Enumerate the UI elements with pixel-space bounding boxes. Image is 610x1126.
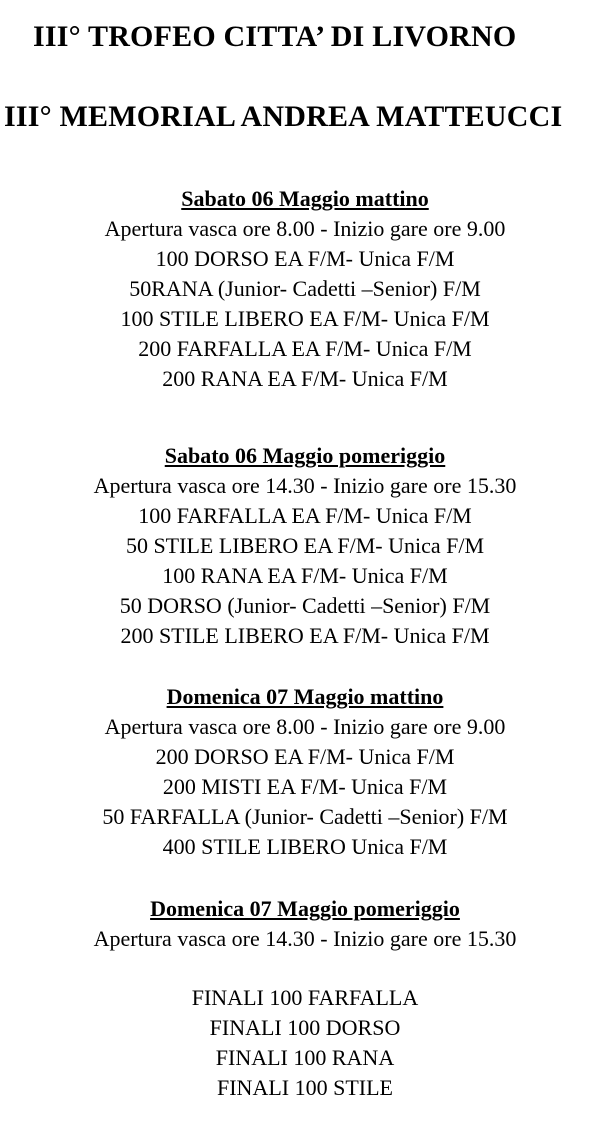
- finals-list: [0, 983, 610, 1103]
- event-line: 200 DORSO EA F/M- Unica F/M: [155, 744, 455, 769]
- finals-line: FINALI 100 RANA: [215, 1045, 395, 1070]
- section-heading: Sabato 06 Maggio pomeriggio: [164, 443, 446, 468]
- memorial-title: III° MEMORIAL ANDREA MATTEUCCI: [4, 100, 563, 133]
- event-line: 400 STILE LIBERO Unica F/M: [162, 834, 448, 859]
- event-line: 200 FARFALLA EA F/M- Unica F/M: [138, 336, 472, 361]
- finals-line: FINALI 100 FARFALLA: [191, 985, 419, 1010]
- section-domenica-mattino: [0, 682, 610, 862]
- schedule-line: Apertura vasca ore 8.00 - Inizio gare ore 9.00: [104, 216, 506, 241]
- event-line: 100 FARFALLA EA F/M- Unica F/M: [138, 503, 472, 528]
- section-domenica-pomeriggio: [0, 894, 610, 954]
- section-sabato-pomeriggio: [0, 441, 610, 651]
- finals-line: FINALI 100 STILE: [217, 1075, 393, 1100]
- schedule-line: Apertura vasca ore 14.30 - Inizio gare ore 15.30: [93, 473, 517, 498]
- event-line: 50 STILE LIBERO EA F/M- Unica F/M: [125, 533, 485, 558]
- section-heading: Domenica 07 Maggio mattino: [166, 684, 444, 709]
- event-line: 100 RANA EA F/M- Unica F/M: [162, 563, 448, 588]
- event-line: 100 DORSO EA F/M- Unica F/M: [155, 246, 455, 271]
- event-line: 200 MISTI EA F/M- Unica F/M: [162, 774, 448, 799]
- section-heading: Sabato 06 Maggio mattino: [181, 186, 429, 211]
- section-heading: Domenica 07 Maggio pomeriggio: [150, 896, 460, 921]
- event-line: 200 STILE LIBERO EA F/M- Unica F/M: [120, 623, 490, 648]
- section-sabato-mattino: [0, 184, 610, 394]
- schedule-line: Apertura vasca ore 8.00 - Inizio gare ore 9.00: [104, 714, 506, 739]
- event-line: 50RANA (Junior- Cadetti –Senior) F/M: [129, 276, 481, 301]
- trofeo-title: III° TROFEO CITTA’ DI LIVORNO: [33, 20, 517, 53]
- schedule-line: Apertura vasca ore 14.30 - Inizio gare ore 15.30: [93, 926, 517, 951]
- finals-line: FINALI 100 DORSO: [209, 1015, 401, 1040]
- event-line: 200 RANA EA F/M- Unica F/M: [162, 366, 448, 391]
- event-line: 50 DORSO (Junior- Cadetti –Senior) F/M: [119, 593, 491, 618]
- event-line: 50 FARFALLA (Junior- Cadetti –Senior) F/M: [102, 804, 508, 829]
- event-line: 100 STILE LIBERO EA F/M- Unica F/M: [120, 306, 490, 331]
